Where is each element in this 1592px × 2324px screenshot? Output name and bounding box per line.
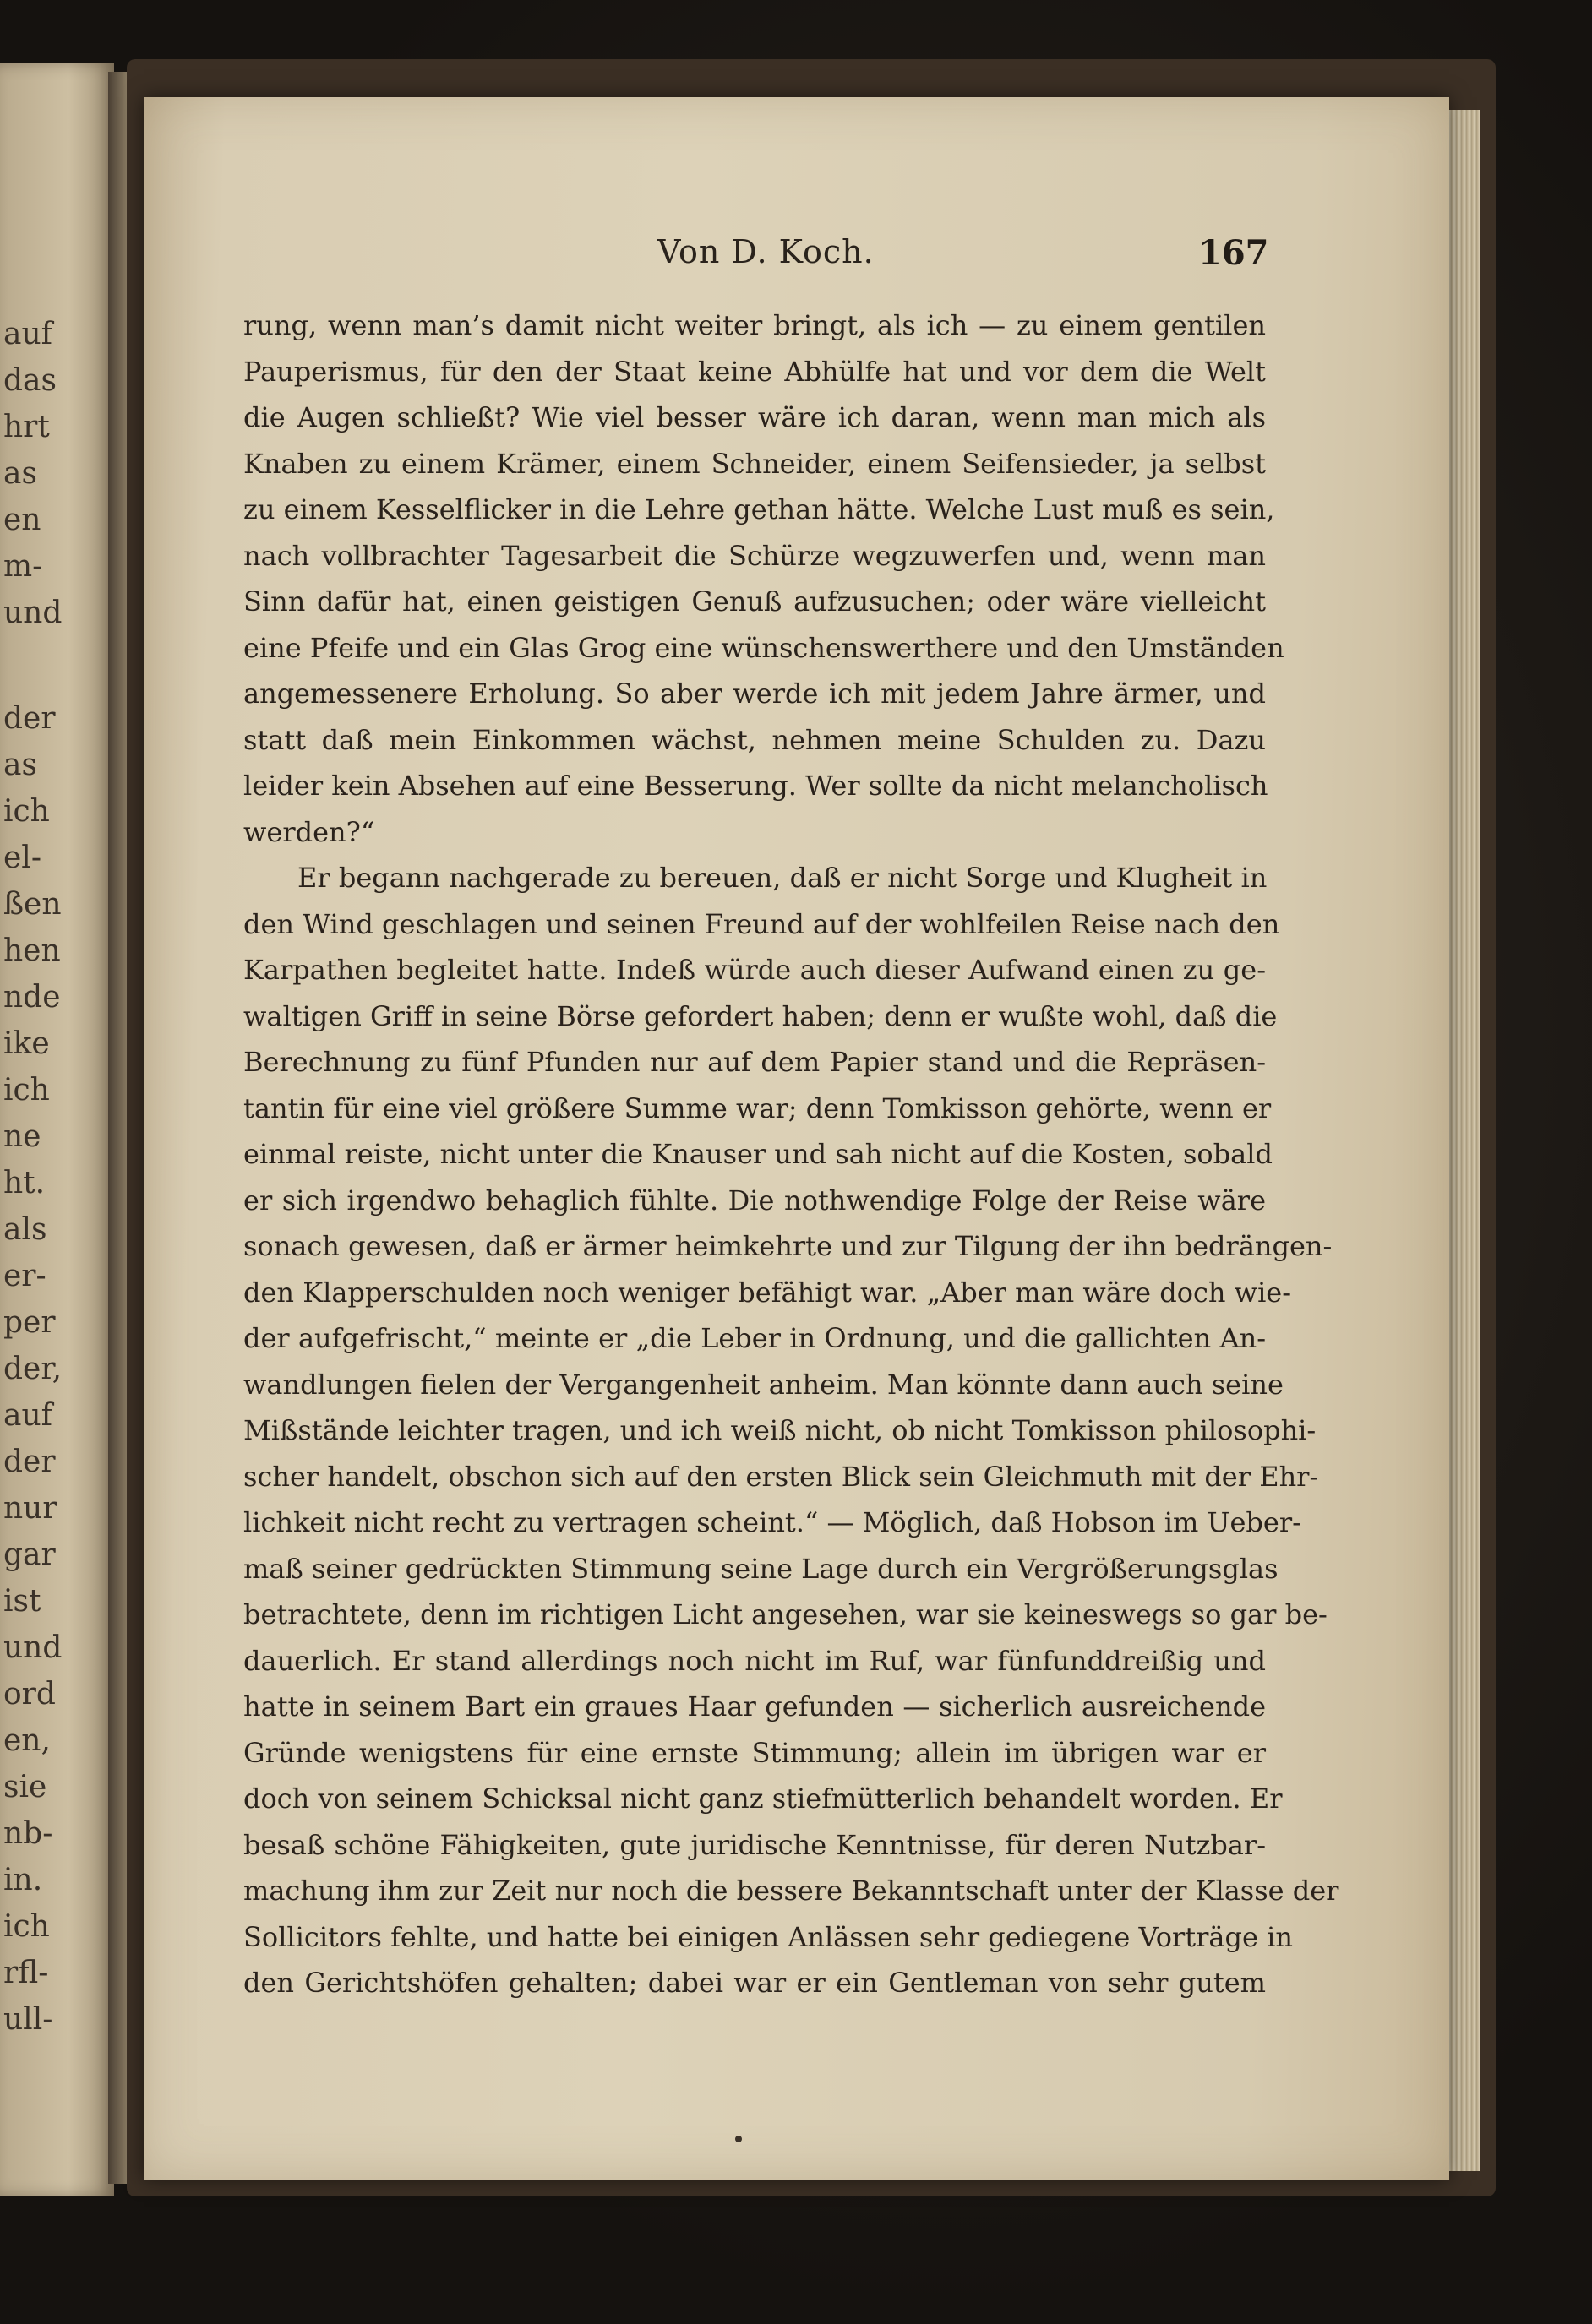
text-line: leider kein Absehen auf eine Besserung. Wer sollte da nicht melancholisch bbox=[243, 770, 1268, 802]
text-line: tantin für eine viel größere Summe war; denn Tomkisson gehörte, wenn er bbox=[243, 1091, 1272, 1124]
text-line: sonach gewesen, daß er ärmer heimkehrte und zur Tilgung der ihn bedrängen- bbox=[243, 1230, 1333, 1262]
left-page-text-fragment: ich bbox=[3, 1073, 50, 1108]
left-page-text-fragment: sie bbox=[3, 1770, 47, 1804]
text-line: zu einem Kesselflicker in die Lehre gethan hätte. Welche Lust muß es sein, bbox=[243, 493, 1275, 525]
left-page-text-fragment: auf bbox=[3, 1398, 52, 1433]
running-head: Von D. Koch. bbox=[657, 233, 875, 270]
left-page-text-fragment: er- bbox=[3, 1259, 46, 1293]
left-page-text-fragment: das bbox=[3, 363, 57, 398]
text-line: den Wind geschlagen und seinen Freund auf der wohlfeilen Reise nach den bbox=[243, 907, 1280, 940]
text-line: angemessenere Erholung. So aber werde ich mit jedem Jahre ärmer, und bbox=[243, 678, 1266, 710]
left-page-text-fragment: der bbox=[3, 1445, 56, 1479]
text-line: machung ihm zur Zeit nur noch die bessere Bekanntschaft unter der Klasse der bbox=[243, 1875, 1339, 1907]
text-line: werden?“ bbox=[243, 815, 375, 848]
left-page-text-fragment: ich bbox=[3, 1909, 50, 1944]
text-line: Sinn dafür hat, einen geistigen Genuß aufzusuchen; oder wäre vielleicht bbox=[243, 585, 1266, 618]
left-page-text-fragment: ike bbox=[3, 1026, 50, 1061]
text-line: dauerlich. Er stand allerdings noch nicht im Ruf, war fünfunddreißig und bbox=[243, 1644, 1266, 1677]
text-line: Mißstände leichter tragen, und ich weiß nicht, ob nicht Tomkisson philosophi- bbox=[243, 1414, 1317, 1446]
left-page-text-fragment: ull- bbox=[3, 2002, 53, 2037]
text-line: waltigen Griff in seine Börse gefordert haben; denn er wußte wohl, daß die bbox=[243, 999, 1278, 1032]
left-page-text-fragment: als bbox=[3, 1212, 47, 1247]
text-line: Knaben zu einem Krämer, einem Schneider, einem Seifensieder, ja selbst bbox=[243, 447, 1266, 480]
page-speck bbox=[735, 2136, 742, 2142]
text-line: besaß schöne Fähigkeiten, gute juridische Kenntnisse, für deren Nutzbar- bbox=[243, 1828, 1266, 1861]
left-page-text-fragment: el- bbox=[3, 841, 41, 875]
text-line: nach vollbrachter Tagesarbeit die Schürze wegzuwerfen und, wenn man bbox=[243, 539, 1266, 572]
left-page-text-fragment: en, bbox=[3, 1723, 51, 1758]
text-line: rung, wenn man’s damit nicht weiter bringt, als ich — zu einem gentilen bbox=[243, 309, 1266, 341]
text-line: der aufgefrischt,“ meinte er „die Leber in Ordnung, und die gallichten An- bbox=[243, 1322, 1266, 1354]
left-page-text-fragment: as bbox=[3, 748, 37, 782]
text-line: die Augen schließt? Wie viel besser wäre ich daran, wenn man mich als bbox=[243, 401, 1266, 433]
left-page-text-fragment: ne bbox=[3, 1119, 41, 1154]
text-line: einmal reiste, nicht unter die Knauser und sah nicht auf die Kosten, sobald bbox=[243, 1138, 1273, 1170]
page-number: 167 bbox=[1198, 233, 1269, 273]
left-page-text-fragment: in. bbox=[3, 1863, 43, 1897]
text-line: Gründe wenigstens für eine ernste Stimmung; allein im übrigen war er bbox=[243, 1736, 1266, 1769]
text-line: wandlungen fielen der Vergangenheit anheim. Man könnte dann auch seine bbox=[243, 1368, 1284, 1401]
text-line: Karpathen begleitet hatte. Indeß würde auch dieser Aufwand einen zu ge- bbox=[243, 954, 1266, 986]
left-page-text-fragment: as bbox=[3, 456, 37, 491]
text-line: lichkeit nicht recht zu vertragen scheint.“ — Möglich, daß Hobson im Ueber- bbox=[243, 1506, 1301, 1538]
text-line: den Gerichtshöfen gehalten; dabei war er ein Gentleman von sehr gutem bbox=[243, 1967, 1266, 1999]
text-line: er sich irgendwo behaglich fühlte. Die nothwendige Folge der Reise wäre bbox=[243, 1184, 1266, 1216]
page-edges bbox=[1447, 110, 1480, 2171]
text-line: eine Pfeife und ein Glas Grog eine wünschenswerthere und den Umständen bbox=[243, 631, 1284, 664]
left-page-text-fragment: auf bbox=[3, 317, 52, 351]
left-page-edge bbox=[0, 63, 114, 2196]
text-line: den Klapperschulden noch weniger befähigt war. „Aber man wäre doch wie- bbox=[243, 1276, 1292, 1309]
text-line: maß seiner gedrückten Stimmung seine Lage durch ein Vergrößerungsglas bbox=[243, 1552, 1279, 1585]
left-page-text-fragment: hen bbox=[3, 933, 61, 968]
left-page-text-fragment: nb- bbox=[3, 1816, 53, 1851]
left-page-text-fragment: en bbox=[3, 503, 41, 537]
left-page-text-fragment: der, bbox=[3, 1352, 63, 1386]
left-page-text-fragment: und bbox=[3, 596, 63, 630]
left-page-text-fragment: per bbox=[3, 1305, 56, 1340]
left-page-text-fragment: und bbox=[3, 1630, 63, 1665]
left-page-text-fragment: ord bbox=[3, 1677, 56, 1712]
text-line: Pauperismus, für den der Staat keine Abhülfe hat und vor dem die Welt bbox=[243, 355, 1266, 388]
body-text bbox=[243, 302, 1339, 2006]
left-page-text-fragment: ist bbox=[3, 1584, 41, 1619]
text-line: Sollicitors fehlte, und hatte bei einigen Anlässen sehr gediegene Vorträge in bbox=[243, 1920, 1293, 1953]
left-page-text-fragment: ich bbox=[3, 794, 50, 829]
left-page-text-fragment: nde bbox=[3, 980, 61, 1015]
left-page-text-fragment: gar bbox=[3, 1538, 56, 1572]
text-line: statt daß mein Einkommen wächst, nehmen meine Schulden zu. Dazu bbox=[243, 723, 1266, 756]
text-line: scher handelt, obschon sich auf den ersten Blick sein Gleichmuth mit der Ehr- bbox=[243, 1460, 1319, 1493]
text-line: Berechnung zu fünf Pfunden nur auf dem Papier stand und die Repräsen- bbox=[243, 1046, 1266, 1078]
text-line: betrachtete, denn im richtigen Licht angesehen, war sie keineswegs so gar be- bbox=[243, 1598, 1328, 1630]
text-line: hatte in seinem Bart ein graues Haar gefunden — sicherlich ausreichende bbox=[243, 1690, 1266, 1723]
left-page-text-fragment: ßen bbox=[3, 887, 62, 922]
left-page-text-fragment: der bbox=[3, 701, 56, 736]
paragraph-start-line: Er begann nachgerade zu bereuen, daß er nicht Sorge und Klugheit in bbox=[297, 862, 1268, 894]
left-page-text-fragment: rfl- bbox=[3, 1956, 49, 1990]
left-page-text-fragment: m- bbox=[3, 549, 43, 584]
left-page-text-fragment: hrt bbox=[3, 410, 50, 444]
left-page-text-fragment: nur bbox=[3, 1491, 57, 1526]
left-page-text-fragment: ht. bbox=[3, 1166, 46, 1200]
text-line: doch von seinem Schicksal nicht ganz stiefmütterlich behandelt worden. Er bbox=[243, 1782, 1283, 1815]
